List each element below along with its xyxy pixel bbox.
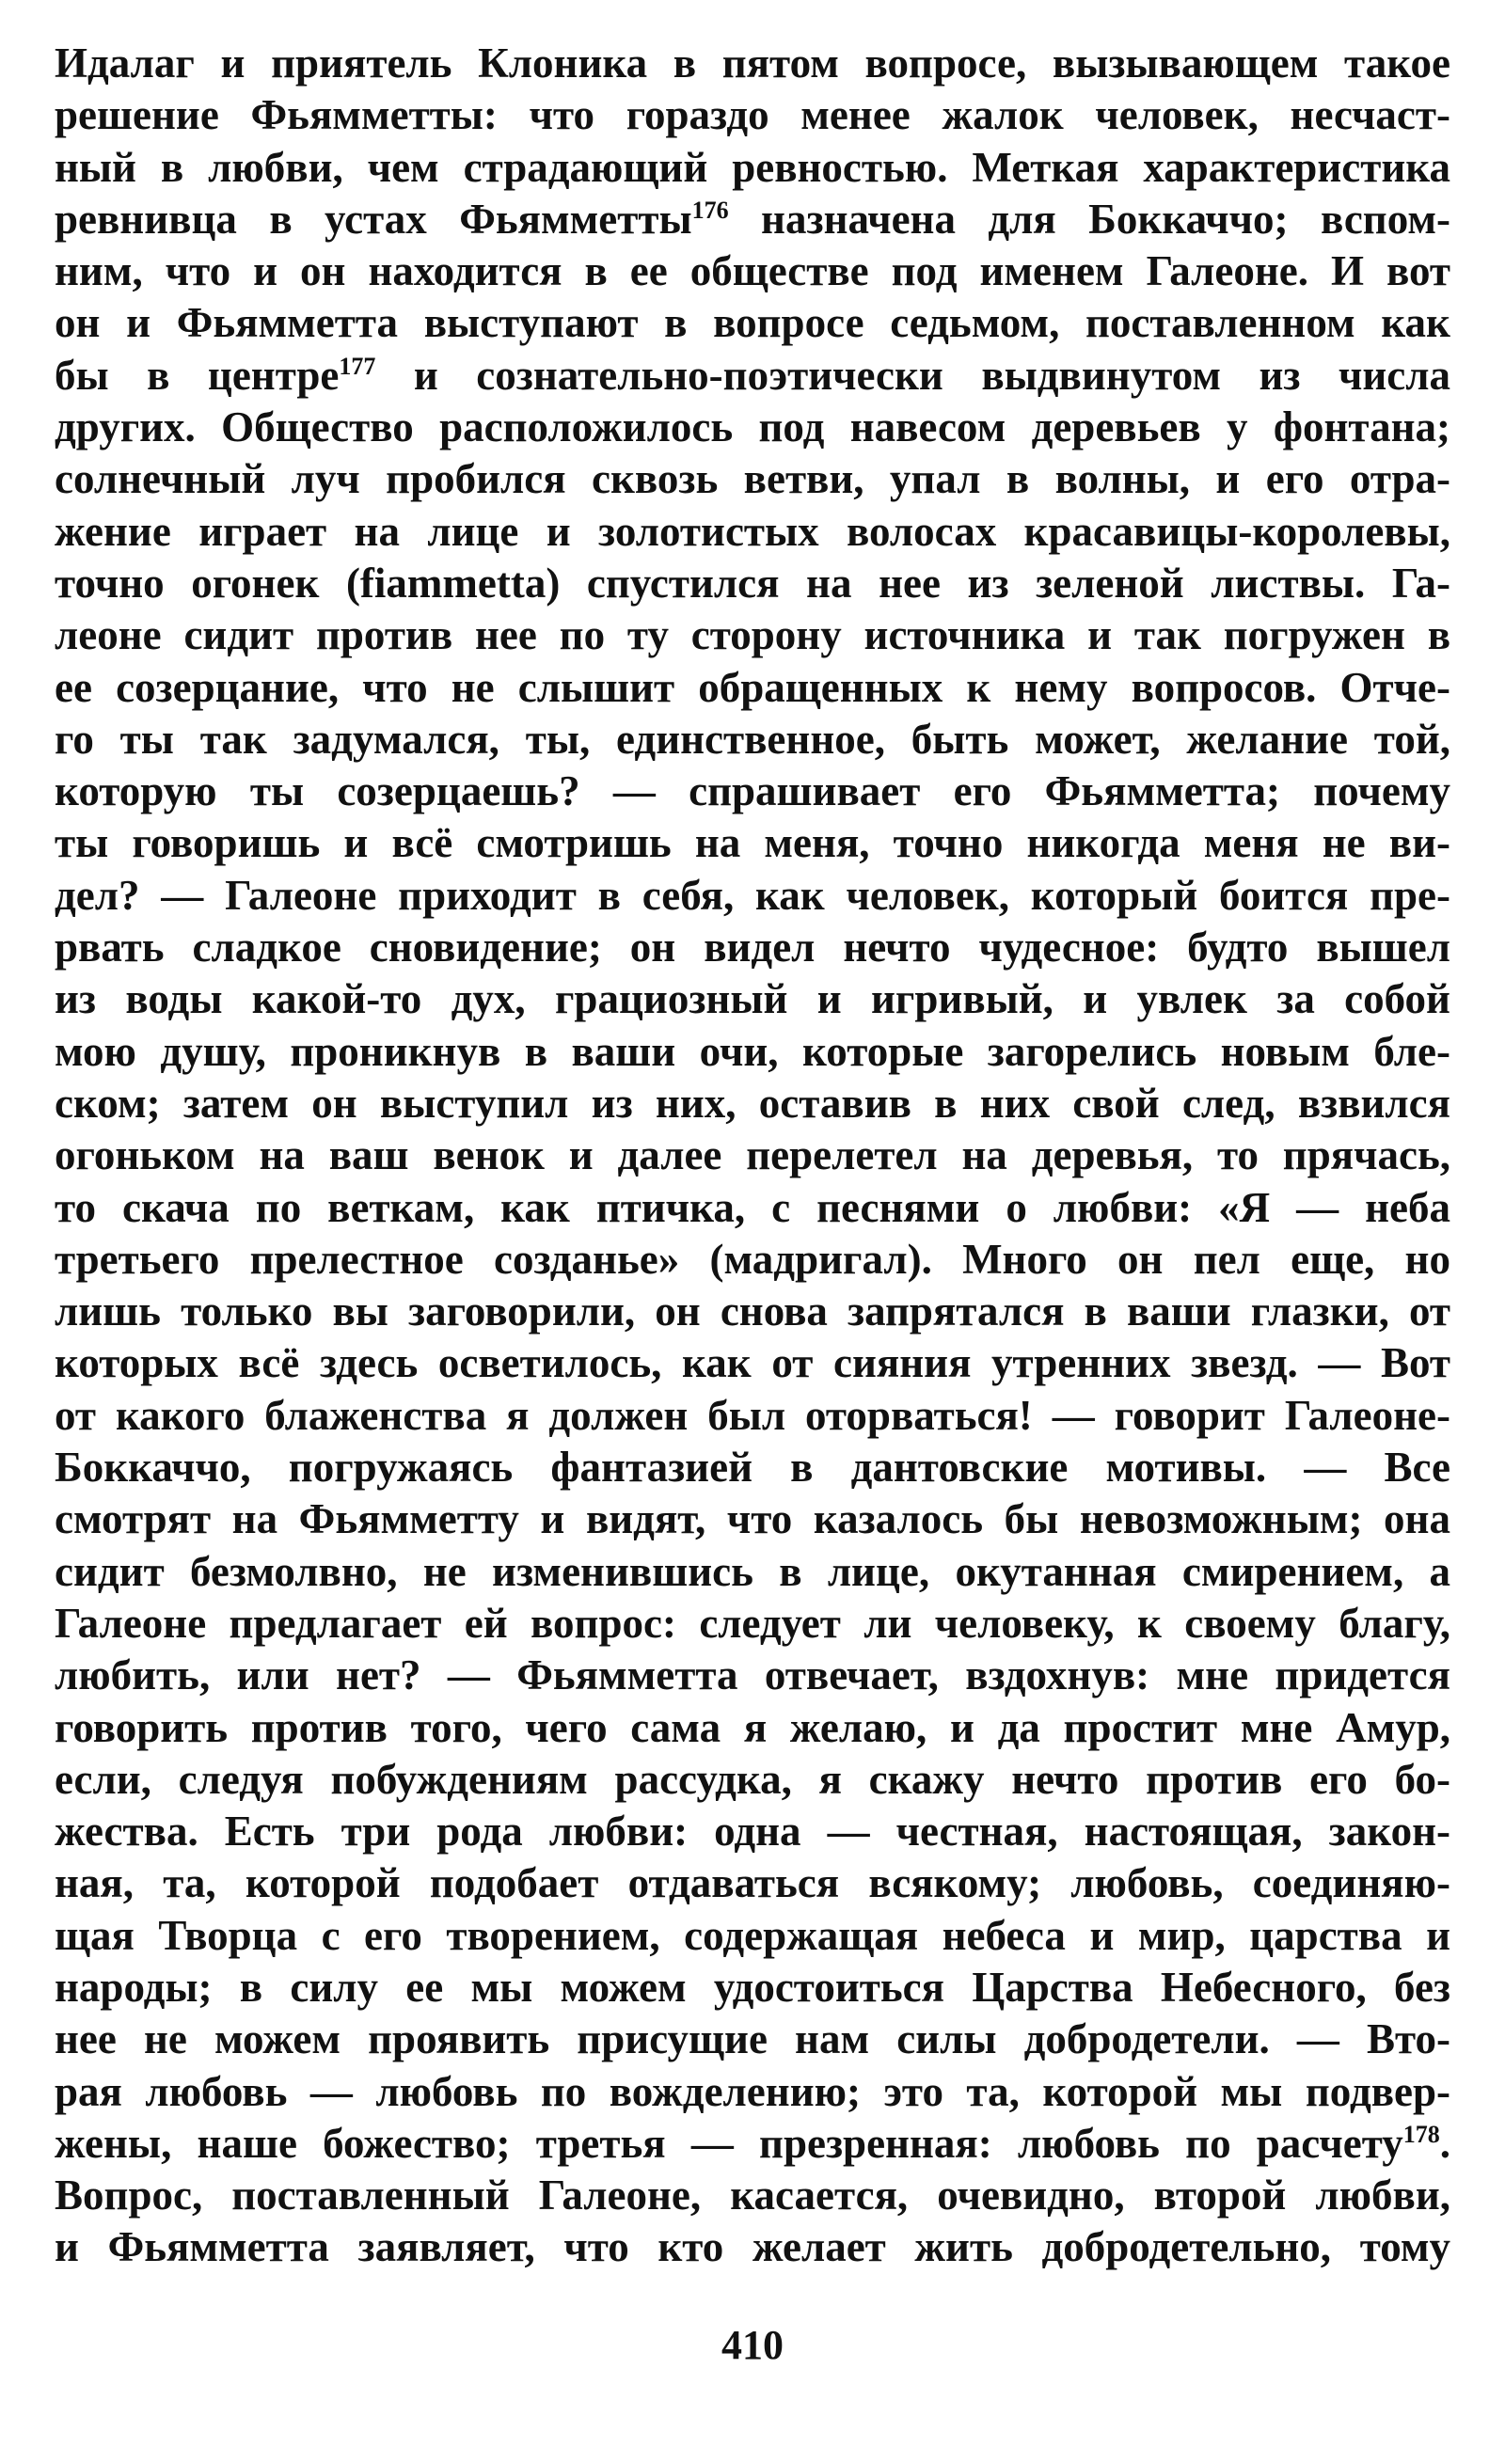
text-line: третьего прелестное созданье» (мадригал). Много он пел еще, но <box>55 1235 1450 1283</box>
text-line: ском; затем он выступил из них, оставив в них свой след, взвился <box>55 1079 1450 1127</box>
text-line: жены, наше божество; третья — презренная: любовь по расчету$^{178}$. <box>55 2119 1450 2167</box>
text-line: из воды какой-то дух, грациозный и игривый, и увлек за собой <box>55 975 1450 1023</box>
text-line: огоньком на ваш венок и далее перелетел на деревья, то прячась, <box>55 1131 1450 1179</box>
text-line: дел? — Галеоне приходит в себя, как человек, который боится пре- <box>55 871 1450 919</box>
text-line: го ты так задумался, ты, единственное, быть может, желание той, <box>55 715 1450 763</box>
text-line: ним, что и он находится в ее обществе под именем Галеоне. И вот <box>55 247 1450 295</box>
text-line: жества. Есть три рода любви: одна — честная, настоящая, закон- <box>55 1808 1450 1856</box>
text-line: ревнивца в устах Фьямметты$^{176}$ назначена для Боккаччо; вспом- <box>55 195 1451 243</box>
text-line: жение играет на лице и золотистых волосах красавицы-королевы, <box>55 507 1450 555</box>
text-line: щая Творца с его творением, содержащая небеса и мир, царства и <box>55 1911 1450 1959</box>
text-line: сидит безмолвно, не изменившись в лице, окутанная смирением, а <box>55 1547 1450 1595</box>
footnote-marker: 177 <box>339 352 376 380</box>
text-line: других. Общество расположилось под навесом деревьев у фонтана; <box>55 403 1450 451</box>
text-line: говорить против того, чего сама я желаю, и да простит мне Амур, <box>55 1703 1450 1751</box>
text-line: если, следуя побуждениям рассудка, я скажу нечто против его бо- <box>55 1755 1450 1803</box>
text-line: ная, та, которой подобает отдаваться всякому; любовь, соединяю- <box>55 1859 1450 1907</box>
text-line: смотрят на Фьямметту и видят, что казалось бы невозможным; она <box>55 1495 1450 1543</box>
text-line: от какого блаженства я должен был оторваться! — говорит Галеоне- <box>55 1391 1450 1439</box>
text-line: Идалаг и приятель Клоника в пятом вопросе, вызывающем такое <box>55 39 1450 87</box>
text-line: Галеоне предлагает ей вопрос: следует ли человеку, к своему благу, <box>55 1599 1450 1647</box>
text-line: нее не можем проявить присущие нам силы добродетели. — Вто- <box>55 2015 1450 2063</box>
text-line: рвать сладкое сновидение; он видел нечто чудесное: будто вышел <box>55 924 1450 971</box>
text-line: солнечный луч пробился сквозь ветви, упал в волны, и его отра- <box>55 455 1450 503</box>
text-line: народы; в силу ее мы можем удостоиться Царства Небесного, без <box>55 1963 1450 2011</box>
text-line: и Фьямметта заявляет, что кто желает жить добродетельно, тому <box>55 2223 1450 2271</box>
text-line: Боккаччо, погружаясь фантазией в дантовские мотивы. — Все <box>55 1444 1450 1492</box>
text-block <box>55 38 1450 2274</box>
page-number: 410 <box>721 2322 784 2368</box>
text-line: точно огонек (fiammetta) спустился на нее из зеленой листвы. Га- <box>55 559 1450 607</box>
text-line: Вопрос, поставленный Галеоне, касается, очевидно, второй любви, <box>55 2172 1450 2219</box>
text-line: то скача по веткам, как птичка, с песнями о любви: «Я — неба <box>55 1183 1450 1231</box>
text-line: он и Фьямметта выступают в вопросе седьмом, поставленном как <box>55 299 1450 347</box>
text-line: ты говоришь и всё смотришь на меня, точно никогда меня не ви- <box>55 819 1450 867</box>
text-line: ный в любви, чем страдающий ревностью. Меткая характеристика <box>55 143 1450 191</box>
text-line: рая любовь — любовь по вожделению; это та, которой мы подвер- <box>55 2067 1450 2115</box>
text-line: мою душу, проникнув в ваши очи, которые загорелись новым бле- <box>55 1027 1450 1075</box>
text-line: леоне сидит против нее по ту сторону источника и так погружен в <box>55 611 1450 659</box>
text-line: ее созерцание, что не слышит обращенных к нему вопросов. Отче- <box>55 663 1450 711</box>
text-line: любить, или нет? — Фьямметта отвечает, вздохнув: мне придется <box>55 1651 1450 1699</box>
footnote-marker: 178 <box>1402 2120 1440 2148</box>
text-line: лишь только вы заговорили, он снова запрятался в ваши глазки, от <box>55 1287 1450 1335</box>
text-line: которых всё здесь осветилось, как от сияния утренних звезд. — Вот <box>55 1339 1450 1387</box>
footnote-marker: 176 <box>691 196 729 224</box>
text-line: бы в центре$^{177}$ и сознательно-поэтически выдвинутом из числа <box>55 351 1451 399</box>
text-line: которую ты созерцаешь? — спрашивает его Фьямметта; почему <box>55 767 1450 815</box>
text-line: решение Фьямметты: что гораздо менее жалок человек, несчаст- <box>55 91 1450 139</box>
